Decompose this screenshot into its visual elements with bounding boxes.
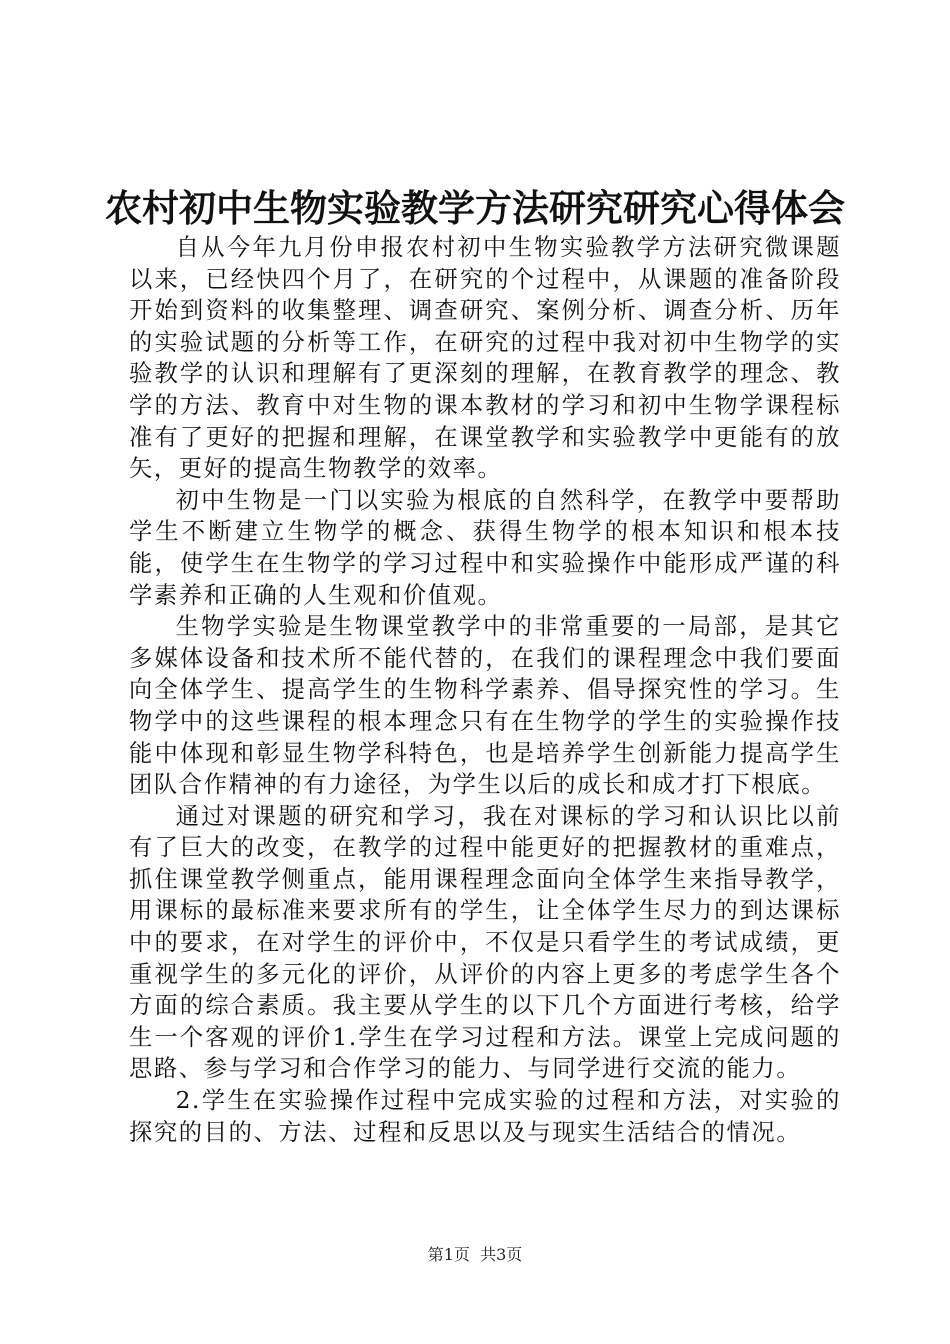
paragraph: 初中生物是一门以实验为根底的自然科学，在教学中要帮助学生不断建立生物学的概念、获得生物学的根本知识和根本技能，使学生在生物学的学习过程中和实验操作中能形成严谨的科学素养和正确的人生观和价值观。 — [129, 486, 841, 609]
document-body — [129, 232, 841, 1148]
paragraph: 生物学实验是生物课堂教学中的非常重要的一局部，是其它多媒体设备和技术所不能代替的，在我们的课程理念中我们要面向全体学生、提高学生的生物科学素养、倡导探究性的学习。生物学中的这些课程的根本理念只有在生物学的学生的实验操作技能中体现和彰显生物学科特色，也是培养学生创新能力提高学生团队合作精神的有力途径，为学生以后的成长和成才打下根底。 — [129, 613, 841, 799]
page-footer — [0, 1244, 950, 1266]
page-number: 第1页 — [427, 1245, 470, 1264]
paragraph: 2.学生在实验操作过程中完成实验的过程和方法，对实验的探究的目的、方法、过程和反思以及与现实生活结合的情况。 — [129, 1087, 841, 1146]
page-total: 共3页 — [480, 1245, 523, 1264]
page-title: 农村初中生物实验教学方法研究研究心得体会 — [105, 186, 845, 230]
paragraph: 自从今年九月份申报农村初中生物实验教学方法研究微课题以来，已经快四个月了，在研究的个过程中，从课题的准备阶段开始到资料的收集整理、调查研究、案例分析、调查分析、历年的实验试题的分析等工作，在研究的过程中我对初中生物学的实验教学的认识和理解有了更深刻的理解，在教育教学的理念、教学的方法、教育中对生物的课本教材的学习和初中生物学课程标准有了更好的把握和理解，在课堂教学和实验教学中更能有的放矢，更好的提高生物教学的效率。 — [129, 234, 841, 483]
paragraph: 通过对课题的研究和学习，我在对课标的学习和认识比以前有了巨大的改变，在教学的过程中能更好的把握教材的重难点，抓住课堂教学侧重点，能用课程理念面向全体学生来指导教学，用课标的最标准来要求所有的学生，让全体学生尽力的到达课标中的要求，在对学生的评价中，不仅是只看学生的考试成绩，更重视学生的多元化的评价，从评价的内容上更多的考虑学生各个方面的综合素质。我主要从学生的以下几个方面进行考核，给学生一个客观的评价1.学生在学习过程和方法。课堂上完成问题的思路、参与学习和合作学习的能力、与同学进行交流的能力。 — [129, 802, 841, 1083]
